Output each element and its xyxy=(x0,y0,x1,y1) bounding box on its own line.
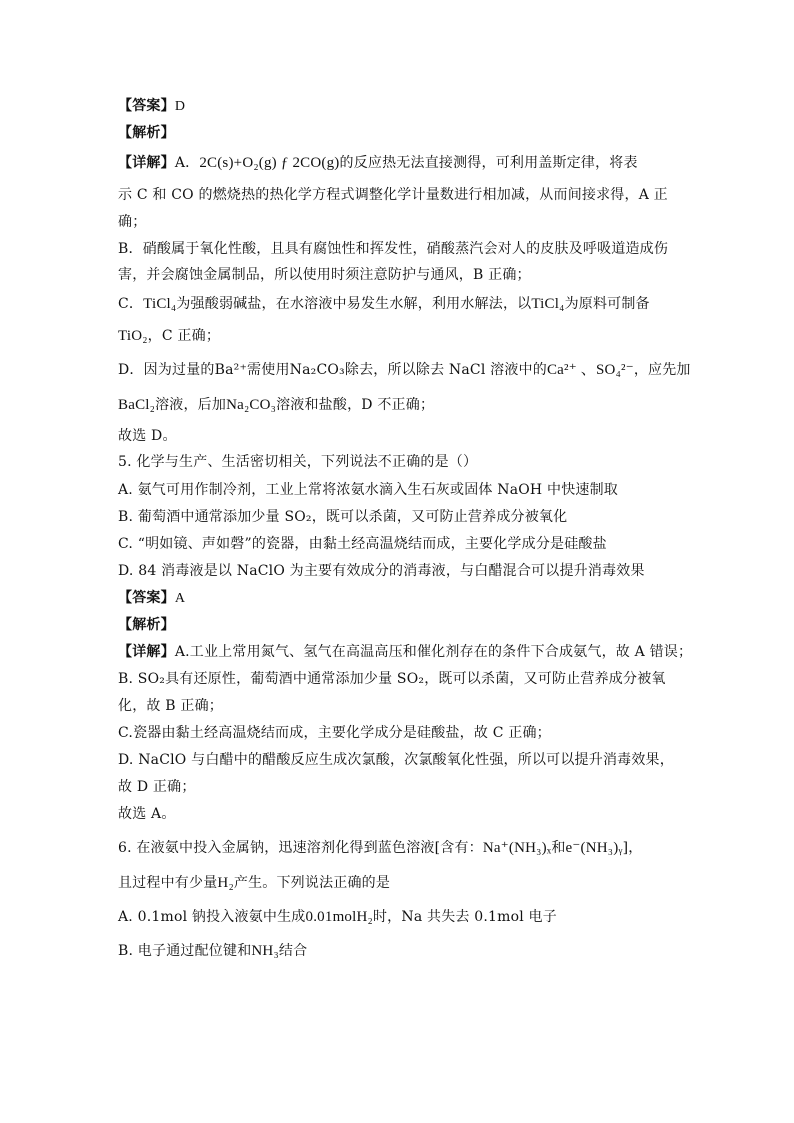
option-c: C. “明如镜、声如磬”的瓷器，由黏土经高温烧结而成，主要化学成分是硅酸盐 xyxy=(118,536,607,552)
option-prefix: C． xyxy=(118,296,144,312)
detail-text: A.工业上常用氮气、氢气在高温高压和催化剂存在的条件下合成氨气，故 A 错误； xyxy=(174,644,693,660)
formula: e⁻(NH₃)ᵧ xyxy=(565,840,623,856)
formula: TiCl₄ xyxy=(143,296,177,312)
reaction-formula: 2C(s)+O₂(g) ƒ 2CO(g) xyxy=(199,155,340,171)
detail-text: ，应先加 xyxy=(633,362,691,378)
answer-label: 【答案】 xyxy=(118,590,175,606)
stem-text: 和 xyxy=(551,840,566,856)
option-text: 时，Na 共失去 0.1mol 电子 xyxy=(372,909,557,925)
detail-text: 为原料可制备 xyxy=(564,296,650,312)
detail-text: 的反应热无法直接测得，可利用盖斯定律，将表 xyxy=(339,155,638,171)
option-d: D. 84 消毒液是以 NaClO 为主要有效成分的消毒液，与白醋混合可以提升消毒效果 xyxy=(118,563,645,579)
formula: H₂ xyxy=(217,875,234,891)
option-text: B. 电子通过配位键和 xyxy=(118,943,252,959)
detail-text: ，C 正确； xyxy=(147,328,221,344)
analysis-label: 【解析】 xyxy=(118,125,175,141)
detail-line-b1: B. SO₂具有还原性，葡萄酒中通常添加少量 SO₂，既可以杀菌，又可防止营养成分被氧 xyxy=(118,671,666,687)
detail-line-b2: 化，故 B 正确； xyxy=(118,698,223,714)
option-a: A. 氨气可用作制冷剂，工业上常将浓氨水滴入生石灰或固体 NaOH 中快速制取 xyxy=(118,482,618,498)
detail-text: 为强酸弱碱盐，在水溶液中易发生水解，利用水解法，以 xyxy=(176,296,532,312)
detail-line-a2: 示 C 和 CO 的燃烧热的热化学方程式调整化学计量数进行相加减，从而间接求得，A 正 xyxy=(118,187,668,203)
option-b xyxy=(118,941,307,961)
formula: NH₃ xyxy=(251,943,279,959)
detail-line-d2: 故 D 正确； xyxy=(118,779,196,795)
detail-text: 溶液和盐酸，D 不正确； xyxy=(276,397,435,413)
option-text: 结合 xyxy=(278,943,308,959)
answer-value: A xyxy=(174,591,186,606)
detail-line-d1 xyxy=(118,360,691,380)
formula: TiO₂ xyxy=(118,328,148,344)
detail-line-a3: 确； xyxy=(118,214,147,230)
question-stem-line1 xyxy=(118,838,642,858)
detail-line-a xyxy=(118,642,692,662)
stem-text: 6. 在液氨中投入金属钠，迅速溶剂化得到蓝色溶液[含有： xyxy=(118,840,483,856)
answer-value: D xyxy=(174,99,186,114)
formula: 0.01molH₂ xyxy=(305,909,373,925)
formula: BaCl₂ xyxy=(118,397,156,413)
answer-label: 【答案】 xyxy=(118,98,175,114)
detail-label: 【详解】 xyxy=(118,155,175,171)
detail-label: 【详解】 xyxy=(118,644,175,660)
detail-line-b1: B．硝酸属于氧化性酸，且具有腐蚀性和挥发性，硝酸蒸汽会对人的皮肤及呼吸道造成伤 xyxy=(118,241,669,257)
formula: Ca²⁺ 、SO₄²⁻ xyxy=(546,362,634,378)
stem-text: 且过程中有少量 xyxy=(118,875,218,891)
option-prefix: A． xyxy=(174,155,200,171)
answer-line xyxy=(118,96,185,117)
formula: Na₂CO₃ xyxy=(226,397,277,413)
analysis-label: 【解析】 xyxy=(118,617,175,633)
stem-text: ]， xyxy=(622,840,643,856)
option-b: B. 葡萄酒中通常添加少量 SO₂，既可以杀菌，又可防止营养成分被氧化 xyxy=(118,509,568,525)
conclusion-line: 故选 A。 xyxy=(118,806,176,822)
option-text: A. 0.1mol 钠投入液氨中生成 xyxy=(118,909,306,925)
detail-line-b2: 害，并会腐蚀金属制品，所以使用时须注意防护与通风，B 正确； xyxy=(118,267,531,283)
conclusion-line: 故选 D。 xyxy=(118,428,177,444)
detail-line-c2 xyxy=(118,326,220,346)
detail-text: D．因为过量的Ba²⁺需使用Na₂CO₃除去，所以除去 NaCl 溶液中的 xyxy=(118,362,547,378)
detail-text: 溶液，后加 xyxy=(155,397,227,413)
question-stem: 5. 化学与生产、生活密切相关，下列说法不正确的是（） xyxy=(118,454,478,470)
stem-text: 产生。下列说法正确的是 xyxy=(233,875,391,891)
question-stem-line2 xyxy=(118,873,390,893)
formula: Na⁺(NH₃)ₓ xyxy=(482,840,552,856)
detail-line-c1 xyxy=(118,294,650,314)
detail-line-c: C.瓷器由黏土经高温烧结而成，主要化学成分是硅酸盐，故 C 正确； xyxy=(118,725,551,741)
formula: TiCl₄ xyxy=(531,296,565,312)
answer-line xyxy=(118,588,185,609)
detail-line-a1 xyxy=(118,153,638,173)
detail-line-d2 xyxy=(118,395,434,415)
option-a xyxy=(118,907,557,927)
detail-line-d1: D. NaClO 与白醋中的醋酸反应生成次氯酸，次氯酸氧化性强，所以可以提升消毒效果， xyxy=(118,752,674,768)
